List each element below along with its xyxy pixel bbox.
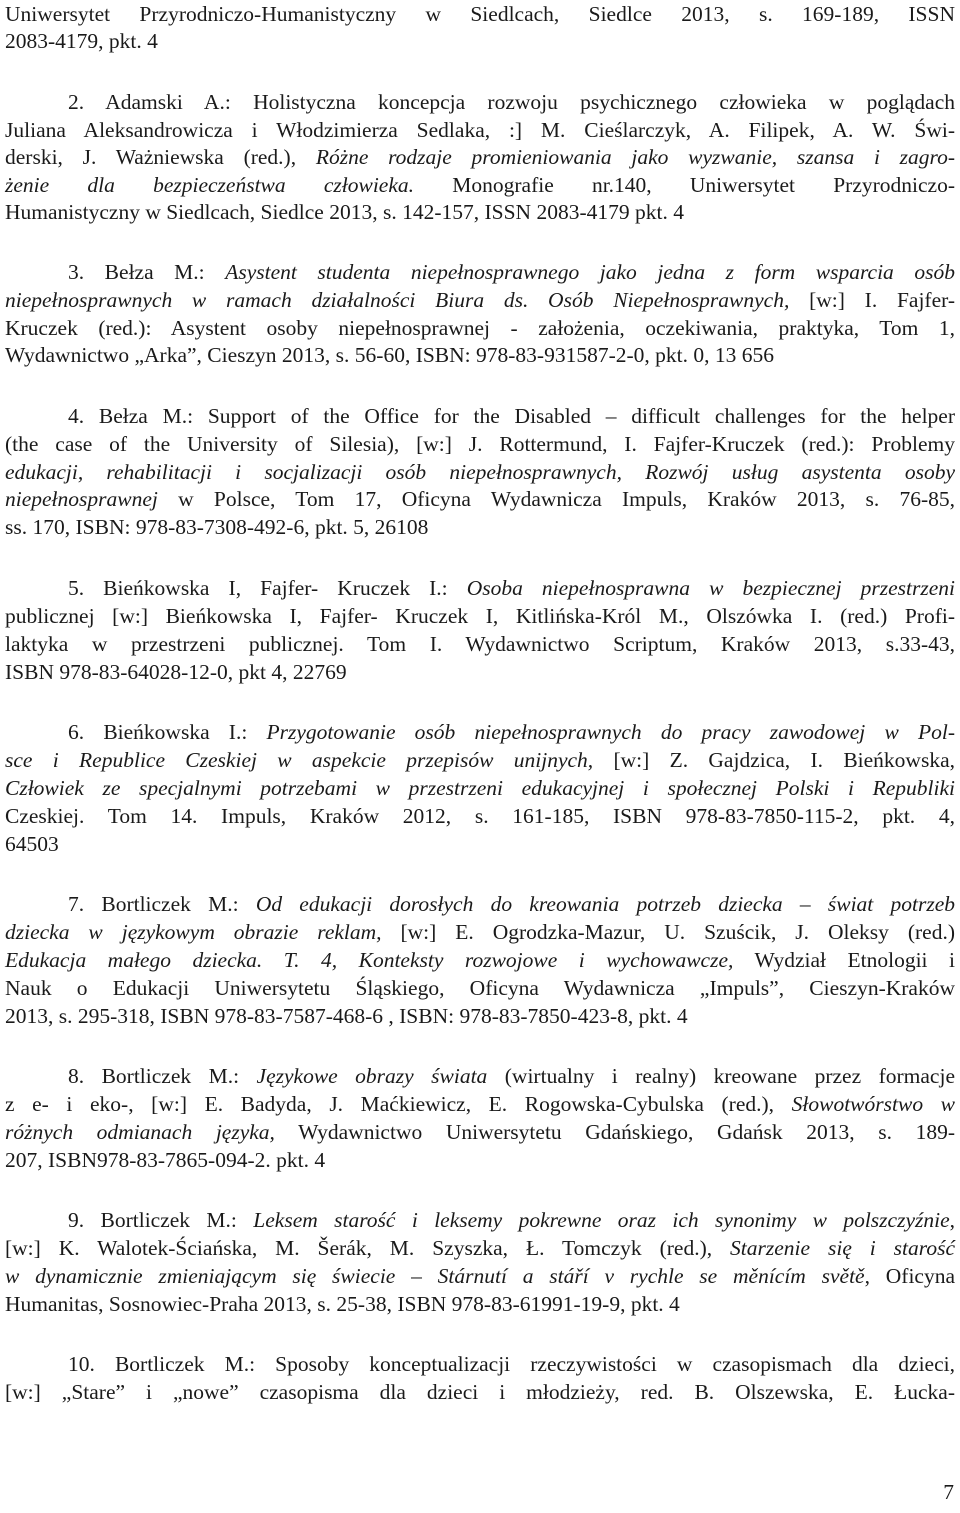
text-run: 207, ISBN978-83-7865-094-2. pkt. 4 bbox=[5, 1148, 326, 1172]
text-line bbox=[5, 27, 955, 55]
text-run: 9. Bortliczek M.: bbox=[68, 1208, 254, 1232]
text-line bbox=[5, 746, 955, 774]
italic-text: Przygotowanie osób niepełnosprawnych do pracy zawodowej w Pol- bbox=[266, 720, 955, 744]
text-line bbox=[5, 1206, 955, 1234]
text-line bbox=[5, 658, 955, 686]
text-run: Nauk o Edukacji Uniwersytetu Śląskiego, Oficyna Wydawnicza „Impuls”, Cieszyn-Kraków bbox=[5, 976, 955, 1000]
italic-text: Różne rodzaje promieniowania jako wyzwanie, szansa i zagro- bbox=[315, 145, 956, 169]
text-run: [w:] Z. Gajdzica, I. Bieńkowska, bbox=[593, 748, 955, 772]
text-line bbox=[5, 802, 955, 830]
text-run: [w:] E. Ogrodzka-Mazur, U. Szuścik, J. Oleksy (red.) bbox=[381, 920, 955, 944]
text-line bbox=[5, 1118, 955, 1146]
text-run: Czeskiej. Tom 14. Impuls, Kraków 2012, s. 161-185, ISBN 978-83-7850-115-2, pkt. 4, bbox=[5, 804, 955, 828]
text-run: ss. 170, ISBN: 978-83-7308-492-6, pkt. 5, 26108 bbox=[5, 515, 429, 539]
italic-text: żenie dla bezpieczeństwa człowieka. bbox=[5, 173, 415, 197]
text-line bbox=[5, 602, 955, 630]
text-run: 2. Adamski A.: Holistyczna koncepcja rozwoju psychicznego człowieka w poglądach bbox=[68, 90, 955, 114]
text-run: , bbox=[949, 1208, 955, 1232]
text-run: 8. Bortliczek M.: bbox=[68, 1064, 257, 1088]
text-line bbox=[5, 946, 955, 974]
text-line bbox=[5, 458, 955, 486]
italic-text: Leksem starość i leksemy pokrewne oraz ich synonimy w polszczyźnie bbox=[253, 1208, 950, 1232]
text-run: 2013, s. 295-318, ISBN 978-83-7587-468-6 , ISBN: 978-83-7850-423-8, pkt. 4 bbox=[5, 1004, 688, 1028]
italic-text: dziecka w językowym obrazie reklam, bbox=[5, 920, 382, 944]
text-line bbox=[5, 890, 955, 918]
text-line bbox=[5, 513, 955, 541]
text-run: 4. Bełza M.: Support of the Office for the Disabled – difficult challenges for the helper bbox=[68, 404, 955, 428]
text-line bbox=[5, 974, 955, 1002]
text-line bbox=[5, 143, 955, 171]
text-run: w Polsce, Tom 17, Oficyna Wydawnicza Impuls, Kraków 2013, s. 76-85, bbox=[157, 487, 955, 511]
text-line bbox=[5, 341, 955, 369]
text-run: z e- i eko-, [w:] E. Badyda, J. Maćkiewicz, E. Rogowska-Cybulska (red.), bbox=[5, 1092, 792, 1116]
text-line bbox=[5, 574, 955, 602]
text-run: , Oficyna bbox=[864, 1264, 955, 1288]
text-line bbox=[5, 774, 955, 802]
text-line bbox=[5, 258, 955, 286]
text-run: 64503 bbox=[5, 832, 59, 856]
italic-text: Od edukacji dorosłych do kreowania potrzeb dziecka – świat potrzeb bbox=[255, 892, 956, 916]
text-line bbox=[5, 918, 955, 946]
italic-text: Człowiek ze specjalnymi potrzebami w przestrzeni edukacyjnej i społecznej Polski i Republiki bbox=[5, 776, 955, 800]
text-line bbox=[5, 314, 955, 342]
italic-text: Językowe obrazy świata bbox=[256, 1064, 488, 1088]
text-run: Uniwersytet Przyrodniczo-Humanistyczny w Siedlcach, Siedlce 2013, s. 169-189, ISSN bbox=[5, 2, 955, 26]
italic-text: w dynamicznie zmieniającym się świecie – Stárnutí a stáří v rychle se měnícím světě bbox=[5, 1264, 865, 1288]
text-line bbox=[5, 1234, 955, 1262]
text-run: ISBN 978-83-64028-12-0, pkt 4, 22769 bbox=[5, 660, 347, 684]
italic-text: Edukacja małego dziecka. T. 4, Konteksty rozwojowe i wychowawcze, bbox=[5, 948, 734, 972]
text-run: [w:] „Stare” i „nowe” czasopisma dla dzieci i młodzieży, red. B. Olszewska, E. Łucka- bbox=[5, 1380, 955, 1404]
italic-text: sce i Republice Czeskiej w aspekcie przepisów unijnych, bbox=[5, 748, 594, 772]
text-line bbox=[5, 485, 955, 513]
text-line bbox=[5, 402, 955, 430]
text-line bbox=[5, 1350, 955, 1378]
text-line bbox=[5, 198, 955, 226]
text-run: 3. Bełza M.: bbox=[68, 260, 226, 284]
text-line bbox=[5, 0, 955, 28]
italic-text: Słowotwórstwo w bbox=[791, 1092, 955, 1116]
text-run: 5. Bieńkowska I, Fajfer- Kruczek I.: bbox=[68, 576, 467, 600]
italic-text: Osoba niepełnosprawna w bezpiecznej przestrzeni bbox=[466, 576, 955, 600]
italic-text: Starzenie się i starość bbox=[730, 1236, 955, 1260]
text-run: Wydawnictwo „Arka”, Cieszyn 2013, s. 56-60, ISBN: 978-83-931587-2-0, pkt. 0, 13 656 bbox=[5, 343, 775, 367]
text-line bbox=[5, 1002, 955, 1030]
text-line bbox=[5, 171, 955, 199]
text-run: Juliana Aleksandrowicza i Włodzimierza Sedlaka, :] M. Cieślarczyk, A. Filipek, A. W. Świ- bbox=[5, 118, 955, 142]
page-number: 7 bbox=[943, 1480, 954, 1504]
text-line bbox=[5, 430, 955, 458]
text-run: [w:] K. Walotek-Ściańska, M. Šerák, M. Szyszka, Ł. Tomczyk (red.), bbox=[5, 1236, 731, 1260]
text-run: Monografie nr.140, Uniwersytet Przyrodniczo- bbox=[414, 173, 955, 197]
text-run: derski, J. Ważniewska (red.), bbox=[5, 145, 316, 169]
text-run: (the case of the University of Silesia), [w:] J. Rottermund, I. Fajfer-Kruczek (red.): Problemy bbox=[5, 432, 955, 456]
text-run: 10. Bortliczek M.: Sposoby konceptualizacji rzeczywistości w czasopismach dla dzieci, bbox=[68, 1352, 955, 1376]
text-run: laktyka w przestrzeni publicznej. Tom I. Wydawnictwo Scriptum, Kraków 2013, s.33-43, bbox=[5, 632, 955, 656]
text-line bbox=[5, 286, 955, 314]
italic-text: różnych odmianach języka, bbox=[5, 1120, 275, 1144]
text-line bbox=[5, 88, 955, 116]
text-line bbox=[5, 1290, 955, 1318]
italic-text: edukacji, rehabilitacji i socjalizacji osób niepełnosprawnych, Rozwój usług asystenta osoby bbox=[5, 460, 955, 484]
text-run: 6. Bieńkowska I.: bbox=[68, 720, 267, 744]
italic-text: niepełnosprawnej bbox=[5, 487, 158, 511]
text-run: publicznej [w:] Bieńkowska I, Fajfer- Kruczek I, Kitlińska-Król M., Olszówka I. (red.) Profi- bbox=[5, 604, 955, 628]
italic-text: Asystent studenta niepełnosprawnego jako jedna z form wsparcia osób bbox=[225, 260, 955, 284]
italic-text: niepełnosprawnych w ramach działalności Biura ds. Osób Niepełnosprawnych, bbox=[5, 288, 790, 312]
text-line bbox=[5, 1146, 955, 1174]
text-line bbox=[5, 830, 955, 858]
text-run: Wydział Etnologii i bbox=[733, 948, 955, 972]
text-line bbox=[5, 1062, 955, 1090]
text-run: 7. Bortliczek M.: bbox=[68, 892, 256, 916]
text-run: Humanistyczny w Siedlcach, Siedlce 2013, s. 142-157, ISSN 2083-4179 pkt. 4 bbox=[5, 200, 684, 224]
text-run: Kruczek (red.): Asystent osoby niepełnosprawnej - założenia, oczekiwania, praktyka, Tom 1, bbox=[5, 316, 955, 340]
text-line bbox=[5, 718, 955, 746]
text-run: Wydawnictwo Uniwersytetu Gdańskiego, Gdańsk 2013, s. 189- bbox=[274, 1120, 955, 1144]
text-run: 2083-4179, pkt. 4 bbox=[5, 29, 158, 53]
text-line bbox=[5, 630, 955, 658]
text-line bbox=[5, 116, 955, 144]
text-line bbox=[5, 1378, 955, 1406]
text-line bbox=[5, 1090, 955, 1118]
text-run: [w:] I. Fajfer- bbox=[789, 288, 956, 312]
text-line bbox=[5, 1262, 955, 1290]
text-run: (wirtualny i realny) kreowane przez formacje bbox=[487, 1064, 955, 1088]
text-run: Humanitas, Sosnowiec-Praha 2013, s. 25-38, ISBN 978-83-61991-19-9, pkt. 4 bbox=[5, 1292, 680, 1316]
